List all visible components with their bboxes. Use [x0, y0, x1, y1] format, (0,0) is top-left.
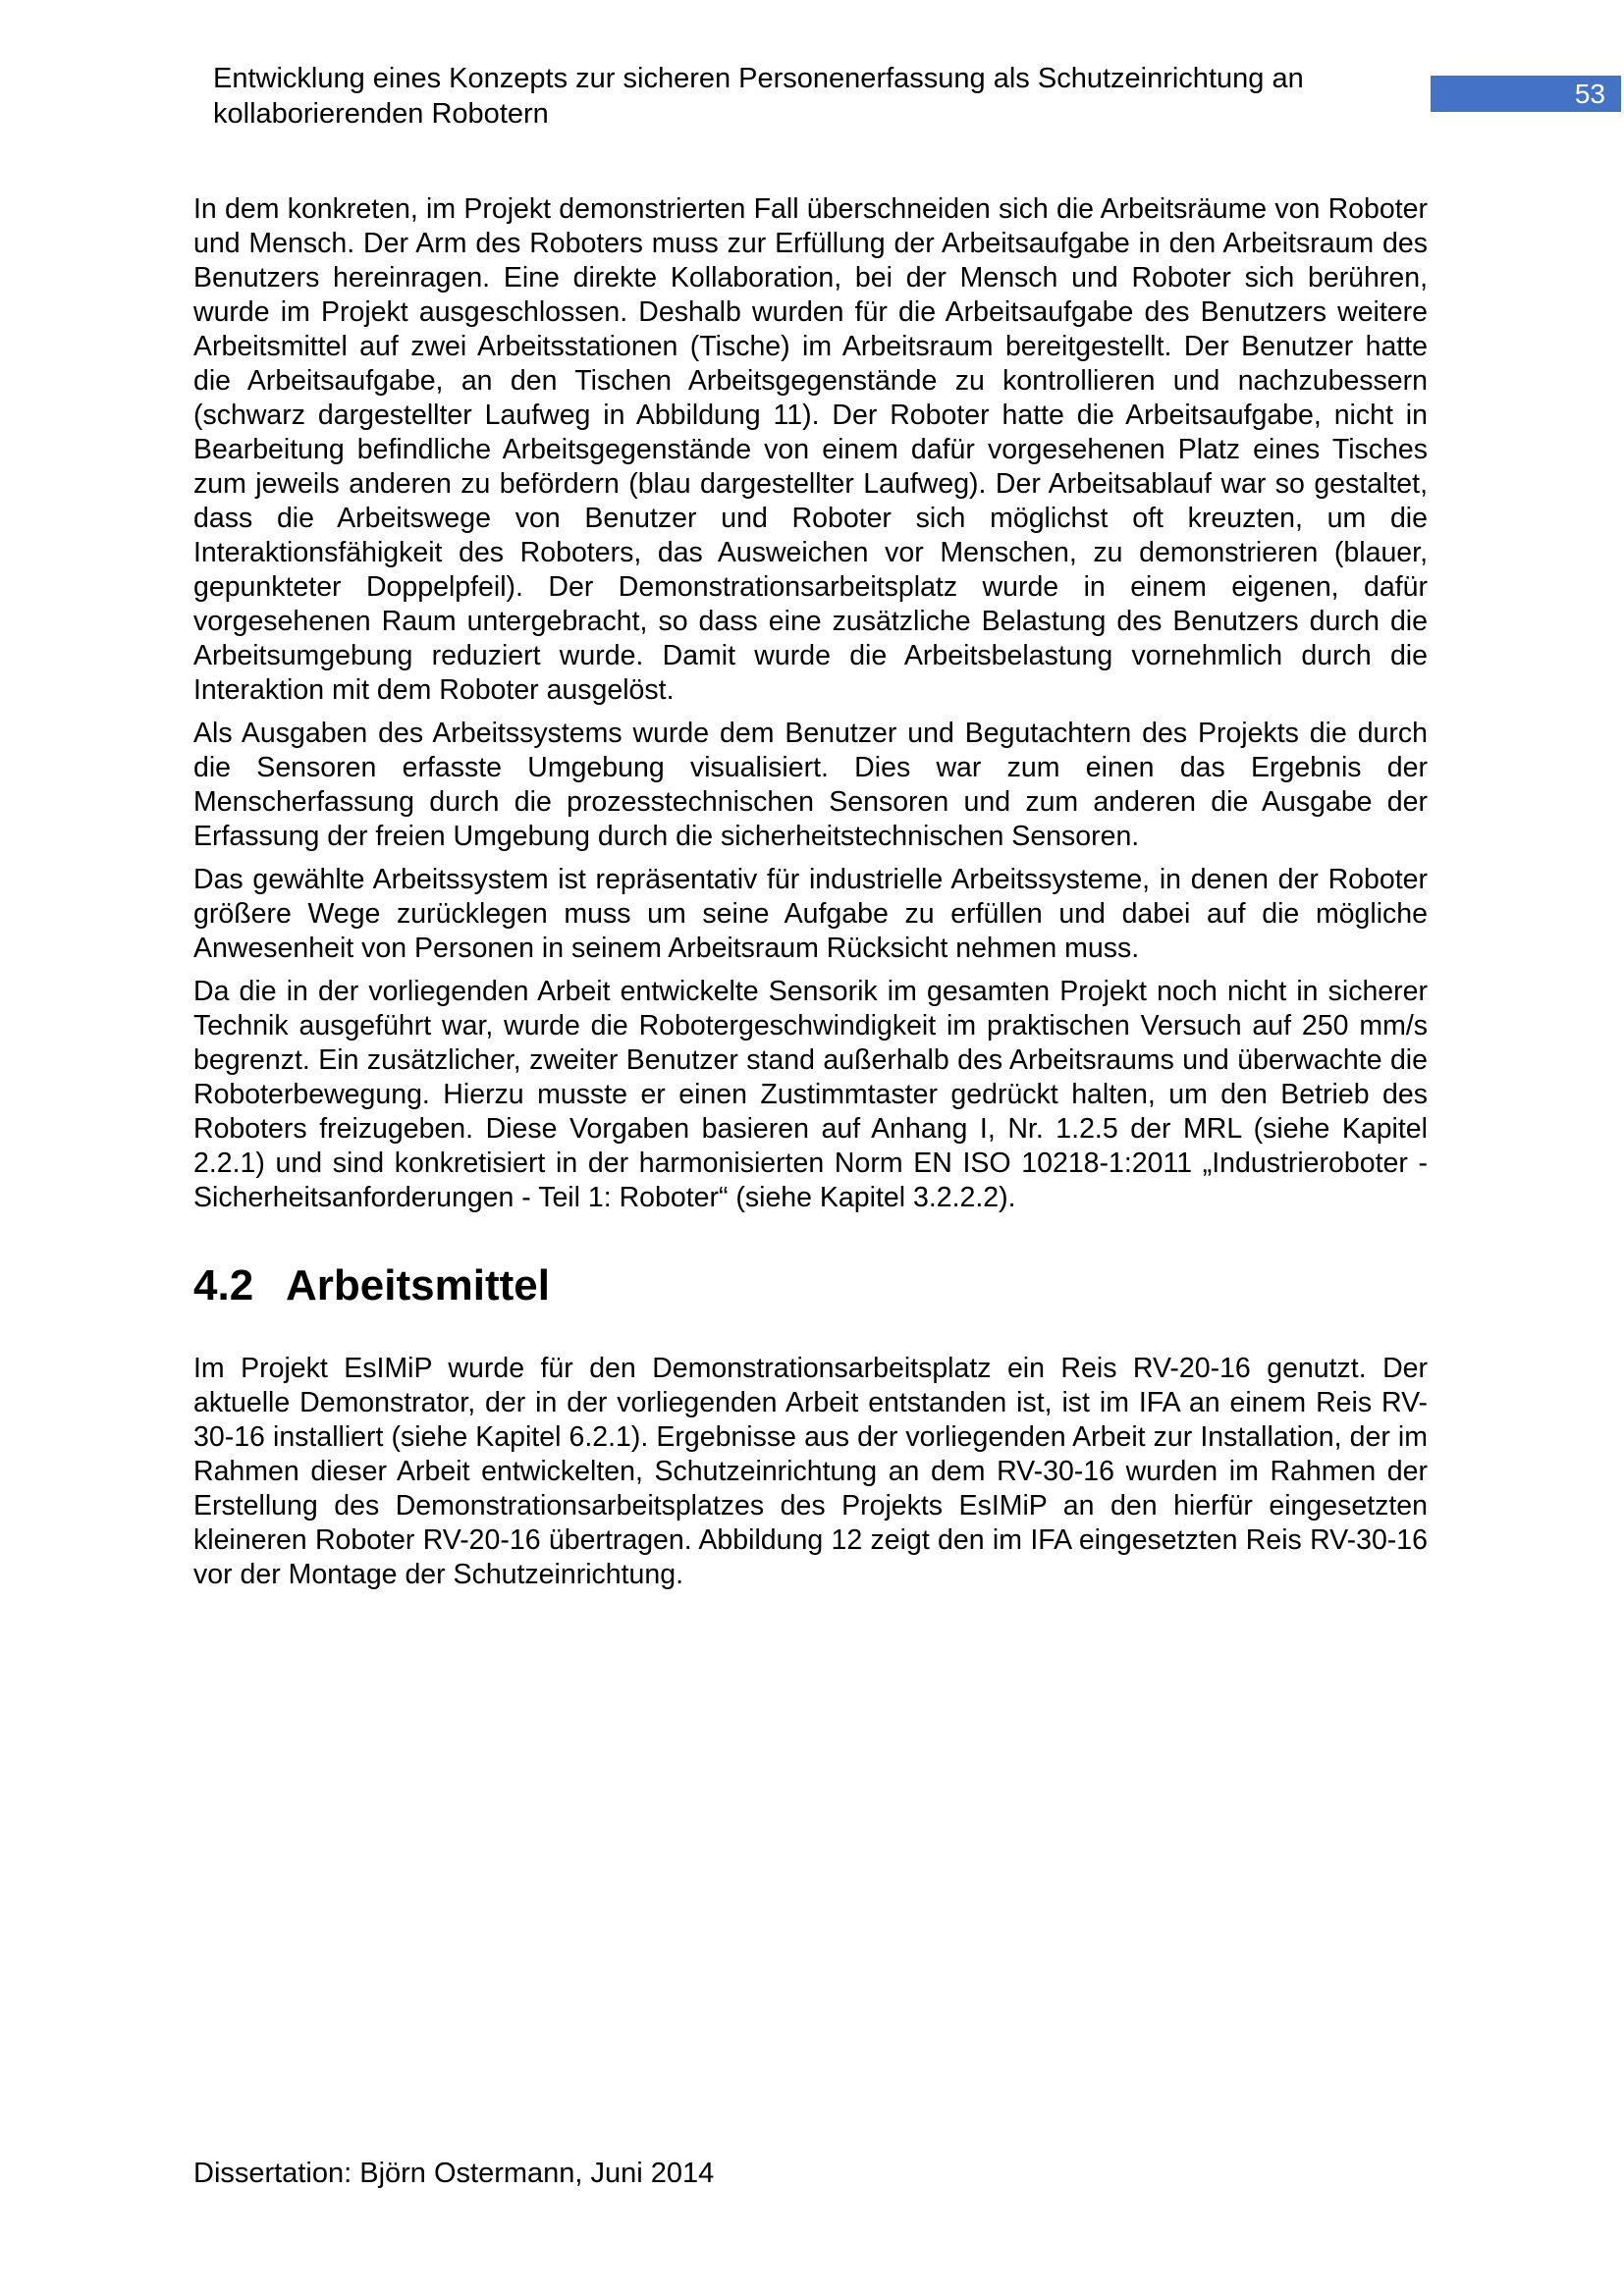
running-header-line-1: Entwicklung eines Konzepts zur sicheren Personenerfassung als Schutzeinrichtung an: [213, 63, 1304, 94]
section-number: 4.2: [193, 1261, 254, 1309]
section-title: Arbeitsmittel: [286, 1261, 550, 1309]
page-number-badge: 53: [1431, 76, 1621, 112]
page-footer: Dissertation: Björn Ostermann, Juni 2014: [193, 2158, 715, 2189]
section-heading: [193, 1258, 1428, 1313]
main-content: [193, 192, 1428, 1601]
body-paragraph-3: Das gewählte Arbeitssystem ist repräsentativ für industrielle Arbeitssysteme, in denen der Roboter größere Wege zurücklegen muss um seine Aufgabe zu erfüllen und dabei auf die mögliche Anwesenheit von Personen in seinem Arbeitsraum Rücksicht nehmen muss.: [193, 864, 1428, 964]
body-paragraph-2: Als Ausgaben des Arbeitssystems wurde dem Benutzer und Begutachtern des Projekts die durch die Sensoren erfasste Umgebung visualisiert. Dies war zum einen das Ergebnis der Menscherfassung durch die prozesstechnischen Sensoren und zum anderen die Ausgabe der Erfassung der freien Umgebung durch die sicherheitstechnischen Sensoren.: [193, 718, 1428, 852]
running-header: [213, 61, 1414, 132]
body-paragraph-1: In dem konkreten, im Projekt demonstrierten Fall überschneiden sich die Arbeitsräume von Roboter und Mensch. Der Arm des Roboters muss zur Erfüllung der Arbeitsaufgabe in den Arbeitsraum des Benutzers hereinragen. Eine direkte Kollaboration, bei der Mensch und Roboter sich berühren, wurde im Projekt ausgeschlossen. Deshalb wurden für die Arbeitsaufgabe des Benutzers weitere Arbeitsmittel auf zwei Arbeitsstationen (Tische) im Arbeitsraum bereitgestellt. Der Benutzer hatte die Arbeitsaufgabe, an den Tischen Arbeitsgegenstände zu kontrollieren und nachzubessern (schwarz dargestellter Laufweg in Abbildung 11). Der Roboter hatte die Arbeitsaufgabe, nicht in Bearbeitung befindliche Arbeitsgegenstände von einem dafür vorgesehenen Platz eines Tisches zum jeweils anderen zu befördern (blau dargestellter Laufweg). Der Arbeitsablauf war so gestaltet, dass die Arbeitswege von Benutzer und Roboter sich möglichst oft kreuzten, um die Interaktionsfähigkeit des Roboters, das Ausweichen vor Menschen, zu demonstrieren (blauer, gepunkteter Doppelpfeil). Der Demonstrationsarbeitsplatz wurde in einem eigenen, dafür vorgesehenen Raum untergebracht, so dass eine zusätzliche Belastung des Benutzers durch die Arbeitsumgebung reduziert wurde. Damit wurde die Arbeitsbelastung vornehmlich durch die Interaktion mit dem Roboter ausgelöst.: [193, 193, 1428, 706]
body-paragraph-4: Da die in der vorliegenden Arbeit entwickelte Sensorik im gesamten Projekt noch nicht in sicherer Technik ausgeführt war, wurde die Robotergeschwindigkeit im praktischen Versuch auf 250 mm/s begrenzt. Ein zusätzlicher, zweiter Benutzer stand außerhalb des Arbeitsraums und überwachte die Roboterbewegung. Hierzu musste er einen Zustimmtaster gedrückt halten, um den Betrieb des Roboters freizugeben. Diese Vorgaben basieren auf Anhang I, Nr. 1.2.5 der MRL (siehe Kapitel 2.2.1) und sind konkretisiert in der harmonisierten Norm EN ISO 10218-1:2011 „Industrieroboter - Sicherheitsanforderungen - Teil 1: Roboter“ (siehe Kapitel 3.2.2.2).: [193, 976, 1428, 1213]
section-paragraph: Im Projekt EsIMiP wurde für den Demonstrationsarbeitsplatz ein Reis RV-20-16 genutzt. Der aktuelle Demonstrator, der in der vorliegenden Arbeit entstanden ist, ist im IFA an einem Reis RV-30-16 installiert (siehe Kapitel 6.2.1). Ergebnisse aus der vorliegenden Arbeit zur Installation, der im Rahmen dieser Arbeit entwickelten, Schutzeinrichtung an dem RV-30-16 wurden im Rahmen der Erstellung des Demonstrationsarbeitsplatzes des Projekts EsIMiP an den hierfür eingesetzten kleineren Roboter RV-20-16 übertragen. Abbildung 12 zeigt den im IFA eingesetzten Reis RV-30-16 vor der Montage der Schutzeinrichtung.: [193, 1353, 1428, 1590]
running-header-line-2: kollaborierenden Robotern: [213, 98, 549, 130]
